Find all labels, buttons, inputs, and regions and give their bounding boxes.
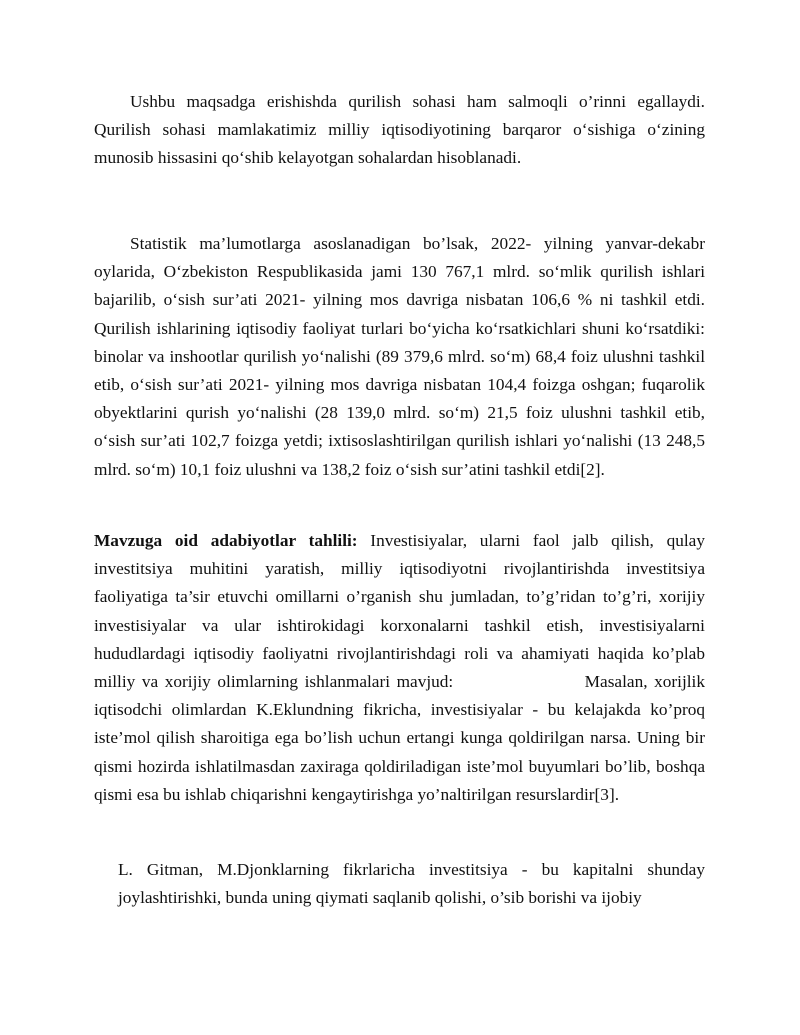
literature-review-text: Investisiyalar, ularni faol jalb qilish, qulay investitsiya muhitini yaratish, milliy iqtisodiyotni rivojlantirishda investitsiya faoliyatiga ta’sir etuvchi omillarni o’rganish shu jumladan, to’g’ridan to’g’ri, xorijiy investisiyalar va ular ishtirokidagi korxonalarni tashkil etish, investisiyalarni hududlardagi iqtisodiy faoliyatni rivojlantirishdagi roli va ahamiyati haqida ko’plab milliy va xorijiy olimlarning ishlanmalari mavjud: Masalan, xorijlik iqtisodchi olimlardan K.Eklundning fikricha, investisiyalar - bu kelajakda ko’proq iste’mol qilish sharoitiga ega bo’lish uchun ertangi kunga qoldirilgan narsa. Uning bir qismi hozirda ishlatilmasdan zaxiraga qoldiriladigan iste’mol buyumlari bo’lib, boshqa qismi esa bu ishlab chiqarishni kengaytirishga yo’naltirilgan resurslardir[3]. (94, 531, 710, 804)
paragraph-statistics: Statistik ma’lumotlarga asoslanadigan bo’lsak, 2022- yilning yanvar-dekabr oylarida, O‘zbekiston Respublikasida jami 130 767,1 mlrd. so‘mlik qurilish ishlari bajarilib, o‘sish sur’ati 2021- yilning mos davriga nisbatan 106,6 % ni tashkil etdi. Qurilish ishlarining iqtisodiy faoliyat turlari bo‘yicha ko‘rsatkichlari shuni ko‘rsatdiki: binolar va inshootlar qurilish yo‘nalishi (89 379,6 mlrd. so‘m) 68,4 foiz ulushni tashkil etib, o‘sish sur’ati 2021- yilning mos davriga nisbatan 104,4 foizga oshgan; fuqarolik obyektlarini qurish yo‘nalishi (28 139,0 mlrd. so‘m) 21,5 foiz ulushni tashkil etib, o‘sish sur’ati 102,7 foizga yetdi; ixtisoslashtirilgan qurilish ishlari yo‘nalishi (13 248,5 mlrd. so‘m) 10,1 foiz ulushni va 138,2 foiz o‘sish sur’atini tashkil etdi[2]. (94, 234, 705, 479)
paragraph-construction-sector: Ushbu maqsadga erishishda qurilish sohasi ham salmoqli o’rinni egallaydi. Qurilish sohasi mamlakatimiz milliy iqtisodiyotining barqaror o‘sishiga o‘zining munosib hissasini qo‘shib kelayotgan sohalardan hisoblanadi. (94, 92, 705, 168)
paragraph-gitman-definition: L. Gitman, M.Djonklarning fikrlaricha investitsiya - bu kapitalni shunday joylashtirishki, bunda uning qiymati saqlanib qolishi, o’sib borishi va ijobiy (118, 860, 705, 908)
paragraph-literature-review (94, 527, 710, 809)
section-heading: Mavzuga oid adabiyotlar tahlili: (94, 531, 358, 550)
